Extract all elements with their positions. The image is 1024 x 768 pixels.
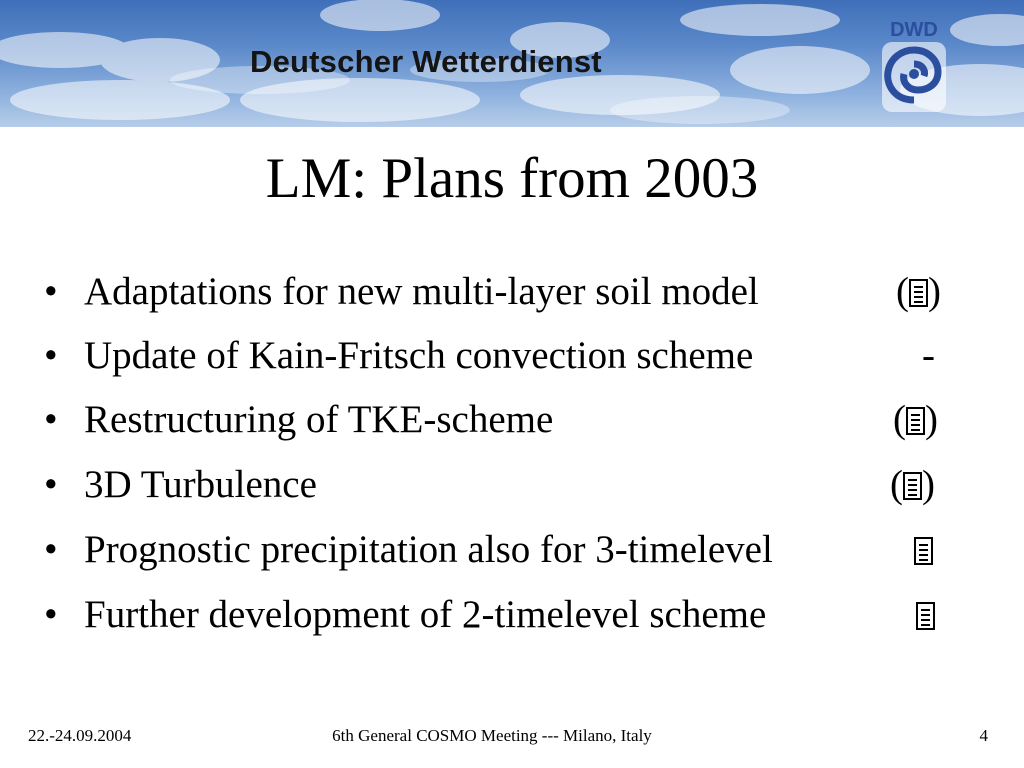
footer-meeting: 6th General COSMO Meeting --- Milano, Italy bbox=[332, 726, 652, 745]
bullet-item bbox=[0, 453, 1024, 517]
logo-text: DWD bbox=[890, 19, 938, 41]
bullet-item bbox=[0, 324, 1024, 388]
document-icon bbox=[909, 279, 928, 307]
bullet-text: Prognostic precipitation also for 3-timelevel bbox=[84, 528, 773, 571]
document-icon bbox=[906, 407, 925, 435]
status-checked bbox=[914, 518, 933, 582]
bullet-dot: • bbox=[44, 334, 58, 377]
status-checked-in-parens: ( ) bbox=[890, 463, 935, 506]
document-icon bbox=[903, 472, 922, 500]
bullet-dot: • bbox=[44, 593, 58, 636]
footer-date: 22.-24.09.2004 bbox=[28, 726, 132, 745]
bullet-dot: • bbox=[44, 270, 58, 313]
status-checked-in-parens: ( ) bbox=[893, 398, 938, 441]
bullet-text: Restructuring of TKE-scheme bbox=[84, 398, 554, 441]
bullet-item bbox=[0, 518, 1024, 582]
bullet-text: 3D Turbulence bbox=[84, 463, 317, 506]
bullet-text: Adaptations for new multi-layer soil model bbox=[84, 270, 759, 313]
bullet-dot: • bbox=[44, 398, 58, 441]
bullet-item bbox=[0, 388, 1024, 452]
page-number: 4 bbox=[979, 726, 988, 745]
dwd-logo-icon bbox=[876, 14, 952, 116]
document-icon bbox=[914, 537, 933, 565]
status-checked-in-parens: ( ) bbox=[896, 270, 941, 313]
bullet-item bbox=[0, 583, 1024, 647]
bullet-list bbox=[0, 258, 1024, 658]
bullet-text: Update of Kain-Fritsch convection scheme bbox=[84, 334, 754, 377]
organization-name: Deutscher Wetterdienst bbox=[250, 44, 602, 79]
bullet-text: Further development of 2-timelevel scheme bbox=[84, 593, 767, 636]
bullet-dot: • bbox=[44, 528, 58, 571]
slide-title: LM: Plans from 2003 bbox=[265, 147, 759, 210]
bullet-dot: • bbox=[44, 463, 58, 506]
slide-footer bbox=[0, 724, 1024, 748]
header-banner bbox=[0, 0, 1024, 127]
status-checked bbox=[916, 583, 935, 647]
bullet-item bbox=[0, 260, 1024, 324]
status-dash: - bbox=[922, 334, 935, 377]
document-icon bbox=[916, 602, 935, 630]
